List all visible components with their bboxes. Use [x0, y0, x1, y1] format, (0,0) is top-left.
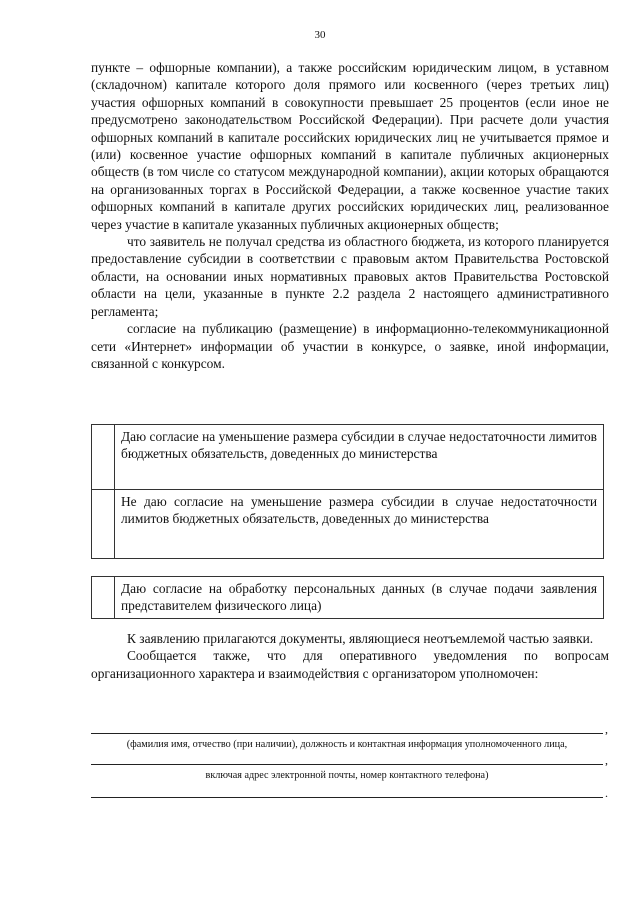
line-3-ending: .	[605, 786, 608, 800]
closing-text	[91, 630, 609, 682]
fill-line-3[interactable]	[91, 797, 603, 798]
line-2-ending: ,	[605, 753, 608, 767]
option-agree-reduction: Даю согласие на уменьшение размера субсидии в случае недостаточности лимитов бюджетных обязательств, доведенных до министерства	[115, 425, 604, 490]
paragraph-authorized-person: Сообщается также, что для оперативного уведомления по вопросам организационного характера и взаимодействия с организатором уполномочен:	[91, 648, 609, 681]
personal-data-consent	[91, 576, 604, 619]
paragraph-publication-consent: согласие на публикацию (размещение) в информационно-телекоммуникационной сети «Интернет» информации об участии в конкурсе, о заявке, иной информации, связанной с конкурсом.	[91, 321, 609, 371]
paragraph-attachments: К заявлению прилагаются документы, являющиеся неотъемлемой частью заявки.	[127, 631, 594, 646]
checkbox-disagree-reduction[interactable]	[92, 490, 115, 559]
paragraph-offshore: пункте – офшорные компании), а также российским юридическим лицом, в уставном (складочном) капитале которого доля прямого или косвенного (через третьих лиц) участия офшорных компаний в совокупности превышает 25 процентов (если иное не предусмотрено законодательством Российской Федерации). При расчете доли участия офшорных компаний в капитале российских юридических лиц не учитывается прямое и (или) косвенное участие офшорных компаний в капитале публичных акционерных обществ (в том числе со статусом международной компании), акции которых обращаются на организованных торгах в Российской Федерации, а также косвенное участие таких офшорных компаний в капитале других российских юридических лиц, реализованное через участие в капитале указанных публичных акционерных обществ;	[91, 60, 609, 232]
caption-line-1: (фамилия имя, отчество (при наличии), должность и контактная информация уполномоченного лица,	[126, 739, 568, 750]
fill-line-1[interactable]	[91, 733, 603, 734]
line-1-ending: ,	[605, 722, 608, 736]
fill-line-2[interactable]	[91, 764, 603, 765]
checkbox-agree-reduction[interactable]	[92, 425, 115, 490]
checkbox-personal-data[interactable]	[92, 577, 115, 619]
page-number: 30	[314, 29, 326, 41]
option-personal-data: Даю согласие на обработку персональных данных (в случае подачи заявления представителем физического лица)	[115, 577, 604, 619]
paragraph-no-budget-funds: что заявитель не получал средства из областного бюджета, из которого планируется предоставление субсидии в соответствии с правовым актом Правительства Ростовской области, на основании иных нормативных правовых актов Правительства Ростовской области на цели, указанные в пункте 2.2 раздела 2 настоящего административного регламента;	[91, 234, 609, 319]
caption-line-2: включая адрес электронной почты, номер контактного телефона)	[205, 770, 489, 781]
body-text	[91, 59, 609, 372]
subsidy-reduction-options	[91, 424, 604, 559]
option-disagree-reduction: Не даю согласие на уменьшение размера субсидии в случае недостаточности лимитов бюджетных обязательств, доведенных до министерства	[115, 490, 604, 559]
